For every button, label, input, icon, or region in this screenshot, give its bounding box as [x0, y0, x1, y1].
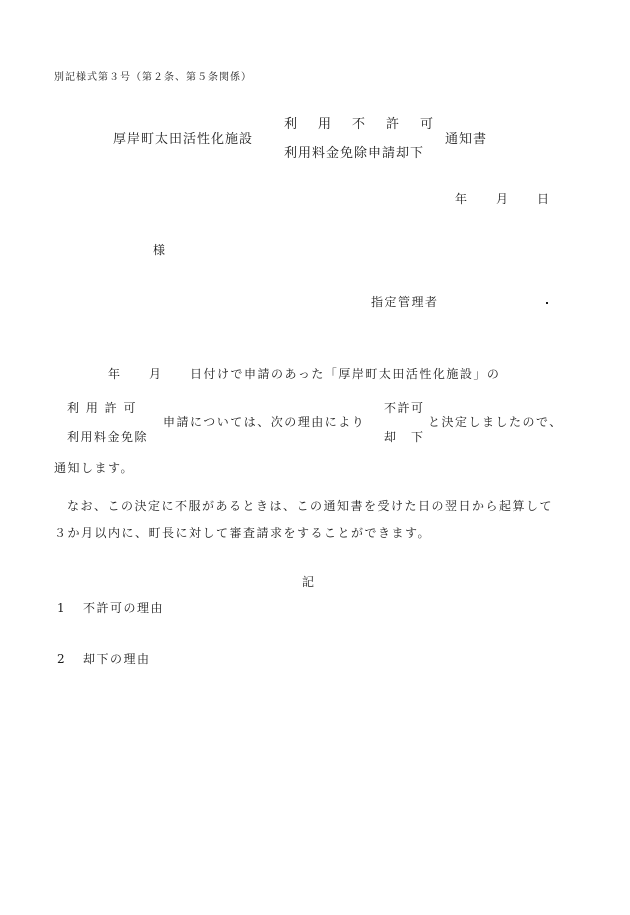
- sender-label: 指定管理者: [371, 295, 439, 309]
- body-end-text: と決定しましたので、: [428, 415, 563, 429]
- body-option-use-permission: 利 用 許 可: [67, 401, 137, 415]
- sender-seal-mark: [546, 302, 548, 304]
- form-reference: 別記様式第３号（第２条、第５条関係）: [54, 72, 252, 83]
- date-year: 年: [455, 192, 469, 206]
- body-line1-text: 日付けで申請のあった「厚岸町太田活性化施設」の: [190, 367, 501, 381]
- body-option-fee-exemption: 利用料金免除: [67, 430, 149, 444]
- record-item1-label: 不許可の理由: [83, 601, 165, 615]
- addressee-honorific: 様: [153, 243, 167, 257]
- record-item1-number: 1: [57, 601, 67, 615]
- body-result-not-permitted: 不許可: [384, 401, 425, 415]
- date-month: 月: [496, 192, 510, 206]
- body-middle-text: 申請については、次の理由により: [163, 415, 366, 429]
- title-facility: 厚岸町太田活性化施設: [113, 132, 254, 147]
- record-item2-number: 2: [57, 652, 67, 666]
- record-item2-label: 却下の理由: [83, 652, 151, 666]
- title-option-not-permitted: 利 用 不 許 可: [284, 117, 438, 132]
- appeal-notice-line1: なお、この決定に不服があるときは、この通知書を受けた日の翌日から起算して: [67, 499, 554, 513]
- record-heading: 記: [302, 575, 316, 589]
- body-year: 年: [108, 367, 122, 381]
- body-month: 月: [149, 367, 163, 381]
- appeal-notice-line2: ３か月以内に、町長に対して審査請求をすることができます。: [54, 526, 432, 540]
- body-notify-text: 通知します。: [54, 461, 135, 475]
- title-option-exemption-rejected: 利用料金免除申請却下: [284, 146, 425, 161]
- date-day: 日: [537, 192, 551, 206]
- title-suffix: 通知書: [445, 132, 488, 147]
- body-result-rejected: 却 下: [384, 430, 425, 444]
